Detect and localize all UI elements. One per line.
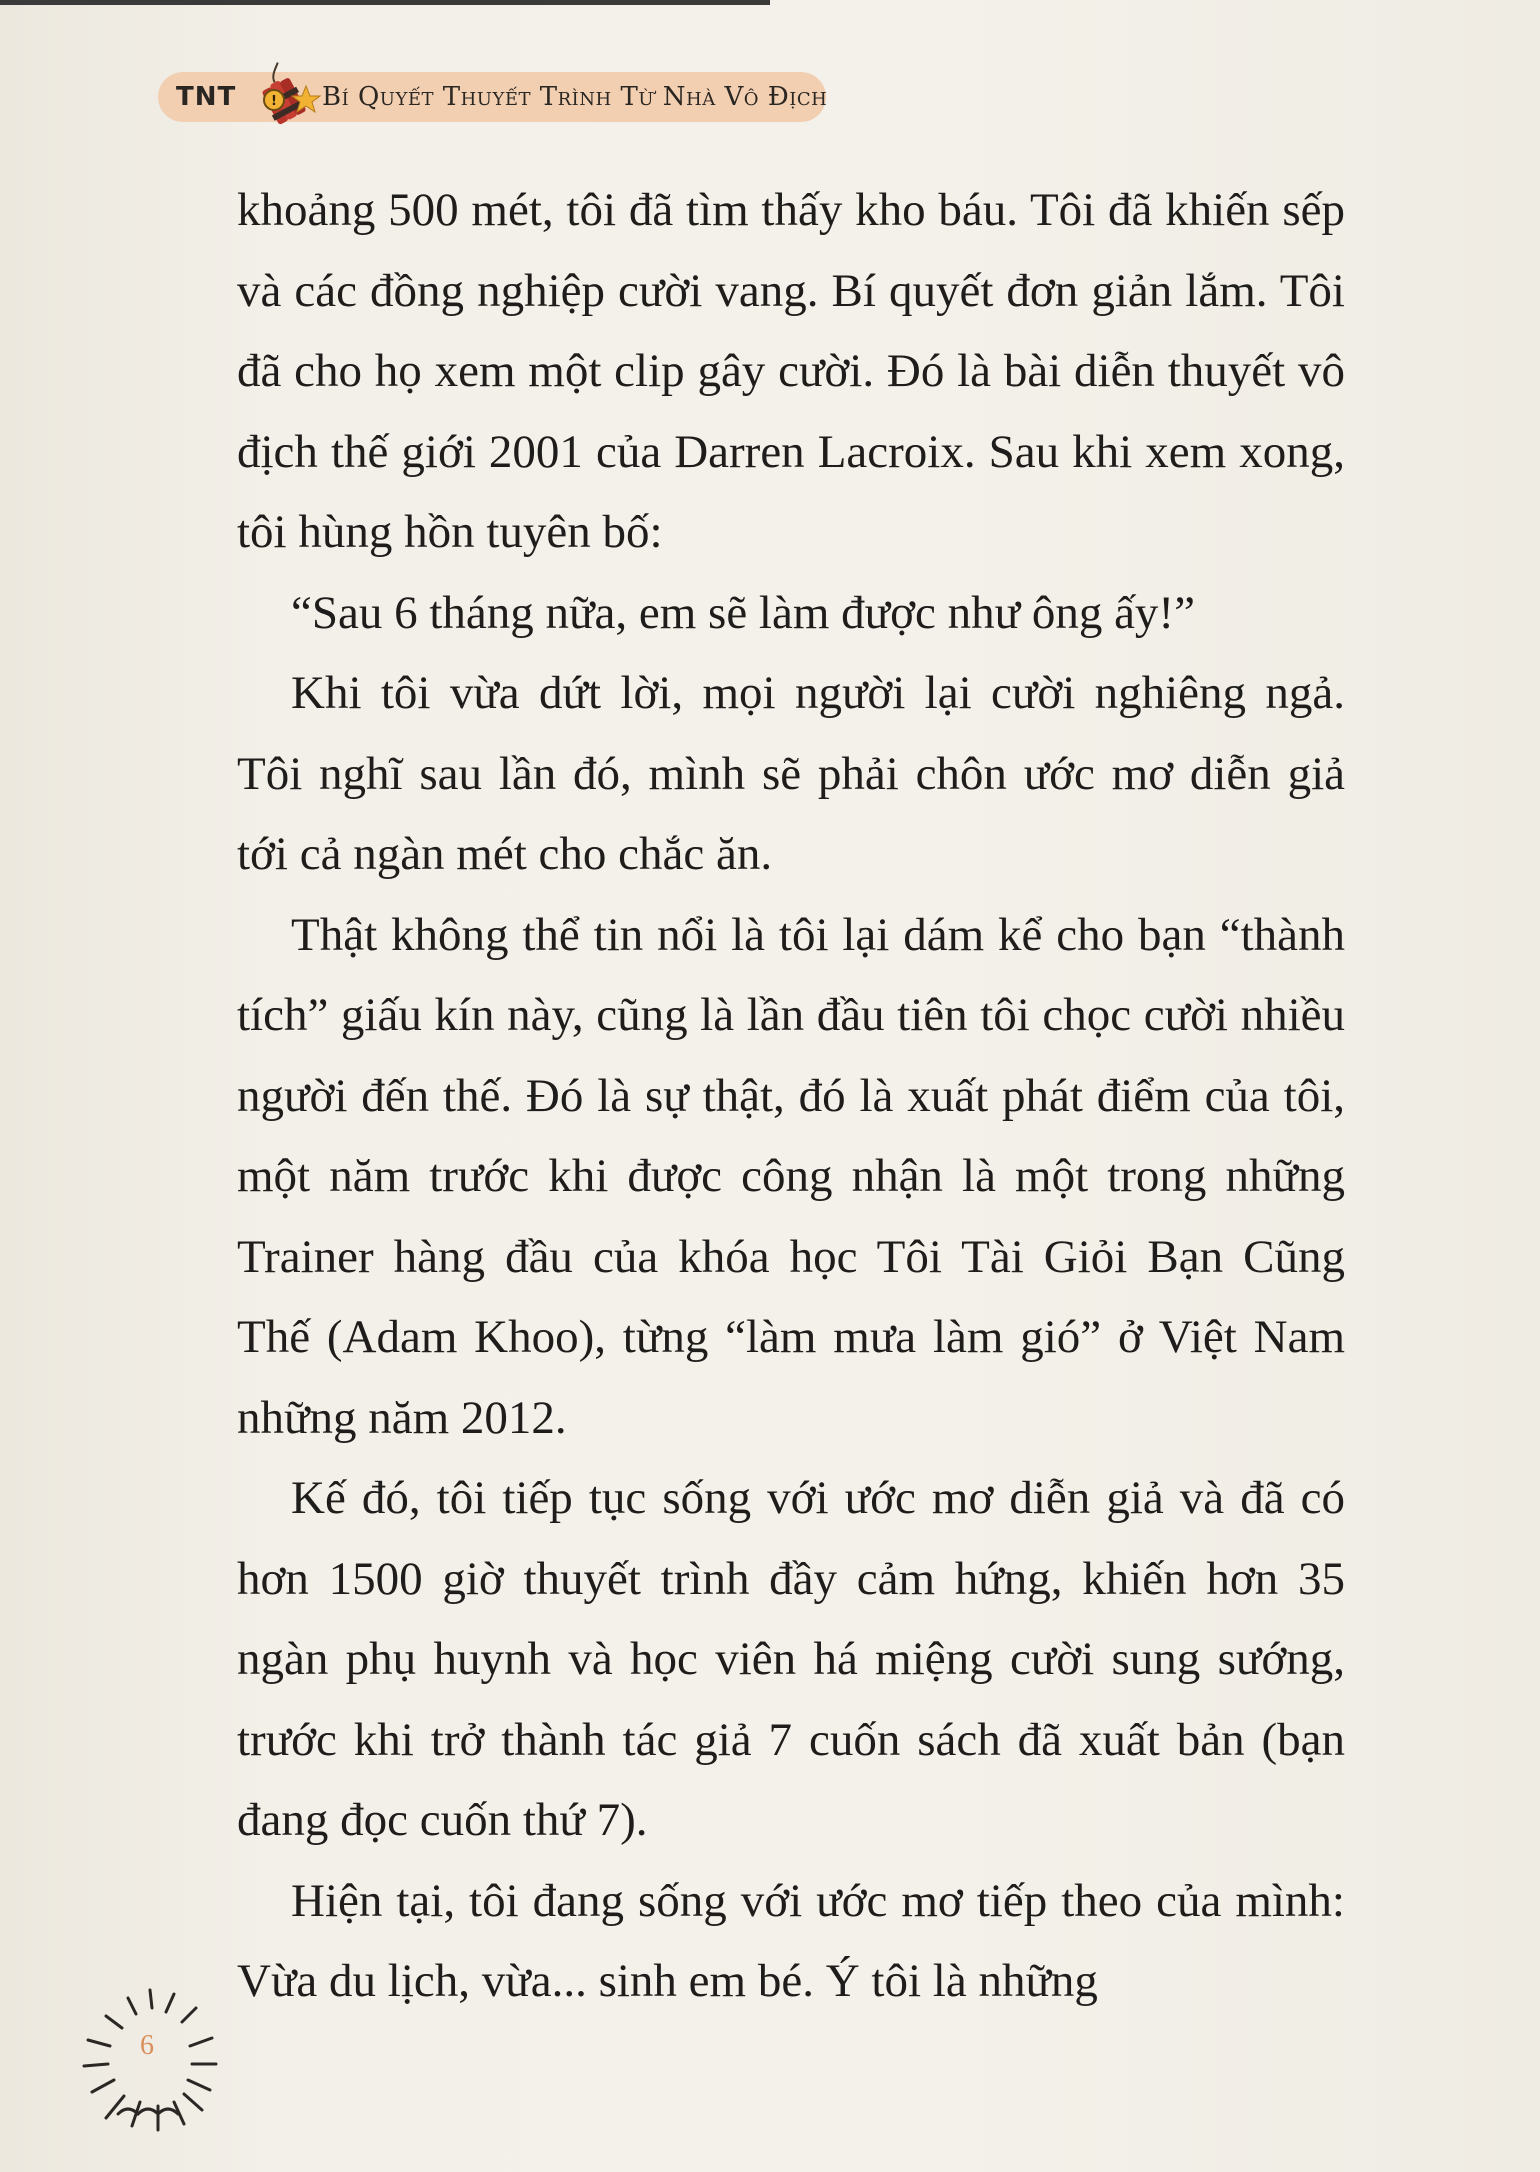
paragraph: Kế đó, tôi tiếp tục sống với ước mơ diễn giả và đã có hơn 1500 giờ thuyết trình đầy cảm hứng, khiến hơn 35 ngàn phụ huynh và học viên há miệng cười sung sướng, trước khi trở thành tác giả 7 cuốn sách đã xuất bản (bạn đang đọc cuốn thứ 7).: [237, 1472, 1345, 1846]
paragraph: Hiện tại, tôi đang sống với ước mơ tiếp theo của mình: Vừa du lịch, vừa... sinh em bé. Ý tôi là những: [237, 1874, 1345, 2007]
top-edge-shadow: [0, 0, 770, 5]
series-label: TNT: [176, 82, 237, 112]
paragraph: khoảng 500 mét, tôi đã tìm thấy kho báu. Tôi đã khiến sếp và các đồng nghiệp cười vang. Bí quyết đơn giản lắm. Tôi đã cho họ xem một clip gây cười. Đó là bài diễn thuyết vô địch thế giới 2001 của Darren Lacroix. Sau khi xem xong, tôi hùng hồn tuyên bố:: [237, 184, 1345, 558]
paragraph: Khi tôi vừa dứt lời, mọi người lại cười nghiêng ngả. Tôi nghĩ sau lần đó, mình sẽ phải chôn ước mơ diễn giả tới cả ngàn mét cho chắc ăn.: [237, 667, 1345, 880]
body-text: [237, 170, 1345, 2022]
dynamite-icon: [244, 56, 324, 136]
paragraph: “Sau 6 tháng nữa, em sẽ làm được như ông ấy!”: [291, 586, 1195, 639]
paragraph: Thật không thể tin nổi là tôi lại dám kể cho bạn “thành tích” giấu kín này, cũng là lần đầu tiên tôi chọc cười nhiều người đến thế. Đó là sự thật, đó là xuất phát điểm của tôi, một năm trước khi được công nhận là một trong những Trainer hàng đầu của khóa học Tôi Tài Giỏi Bạn Cũng Thế (Adam Khoo), từng “làm mưa làm gió” ở Việt Nam những năm 2012.: [237, 908, 1345, 1444]
page-number: 6: [140, 2030, 154, 2061]
svg-text:!: !: [271, 94, 277, 109]
book-title: Bí Quyết Thuyết Trình Từ Nhà Vô Địch: [322, 82, 828, 112]
